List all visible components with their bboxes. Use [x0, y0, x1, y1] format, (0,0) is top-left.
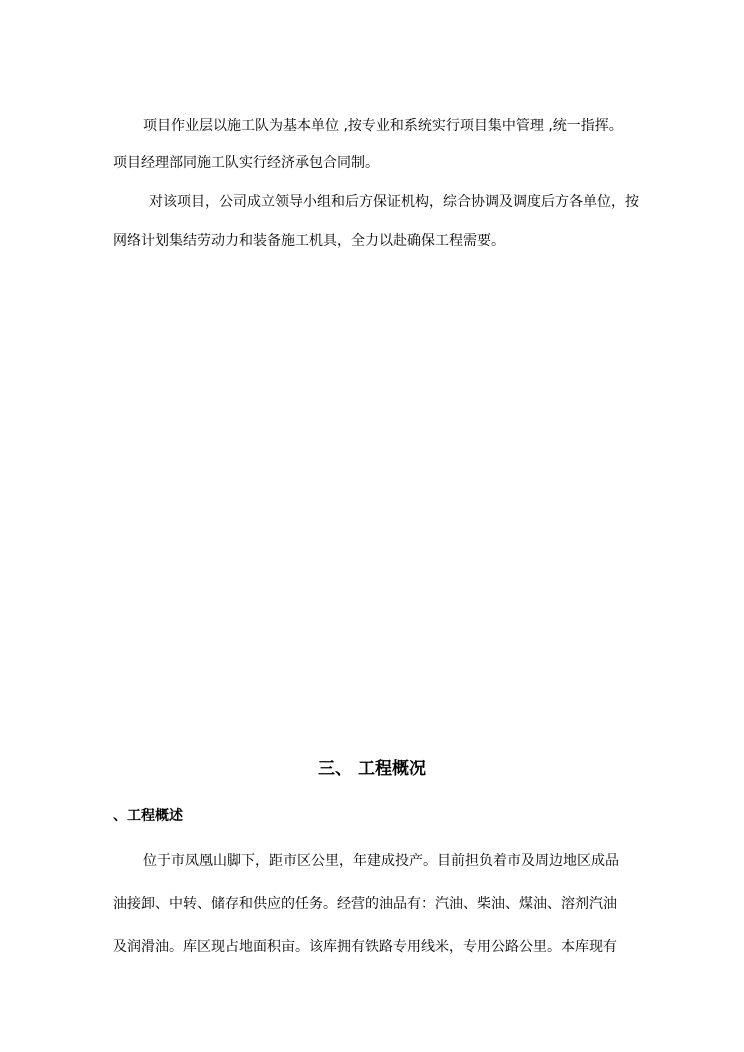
- paragraph-line-2: 项目经理部同施工队实行经济承包合同制。: [113, 155, 379, 171]
- section-heading: 三、 工程概况: [318, 759, 426, 779]
- paragraph-line-1: 项目作业层以施工队为基本单位 ,按专业和系统实行项目集中管理 ,统一指挥。: [143, 118, 623, 134]
- subsection-heading: 、工程概述: [113, 808, 183, 824]
- body-line-2: 油接卸、中转、储存和供应的任务。经营的油品有：汽油、柴油、煤油、溶剂汽油: [113, 896, 617, 912]
- paragraph-line-4: 网络计划集结劳动力和装备施工机具，全力以赴确保工程需要。: [113, 233, 505, 249]
- body-line-3: 及润滑油。库区现占地面积亩。该库拥有铁路专用线米，专用公路公里。本库现有: [113, 939, 617, 955]
- paragraph-line-3: 对该项目，公司成立领导小组和后方保证机构，综合协调及调度后方各单位，按: [149, 194, 639, 210]
- body-line-1: 位于市凤凰山脚下，距市区公里，年建成投产。目前担负着市及周边地区成品: [143, 853, 619, 869]
